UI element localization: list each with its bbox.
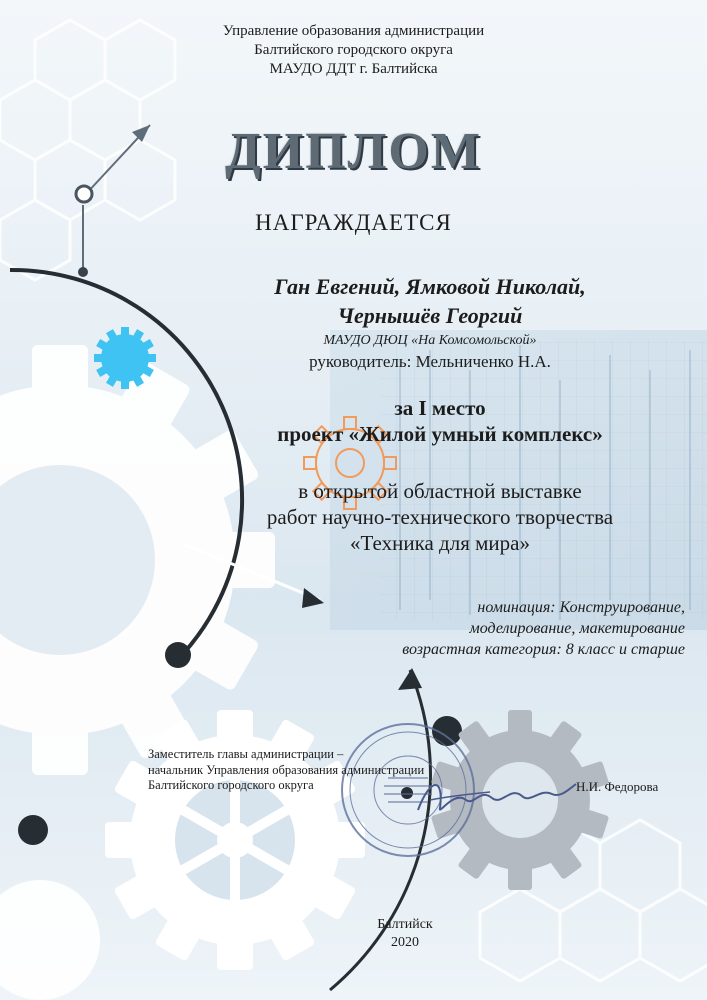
recipient-line: Ган Евгений, Ямковой Николай, — [274, 274, 586, 299]
footer-year: 2020 — [391, 935, 419, 950]
awarded-label: НАГРАЖДАЕТСЯ — [255, 210, 452, 235]
award-place: за I место — [394, 396, 486, 420]
award-project: проект «Жилой умный комплекс» — [277, 422, 603, 446]
signatory-position-line: Заместитель главы администрации – — [148, 747, 344, 761]
recipient-organization: МАУДО ДЮЦ «На Комсомольской» — [323, 333, 537, 348]
nomination-line: номинация: Конструирование, — [477, 599, 685, 616]
age-category-line: возрастная категория: 8 класс и старше — [402, 641, 685, 658]
footer-city: Балтийск — [377, 917, 433, 932]
issuer-line: Управление образования администрации — [222, 23, 485, 39]
issuer-line: Балтийского городского округа — [254, 42, 453, 58]
nomination-block — [245, 597, 685, 660]
issuer-header — [0, 22, 707, 79]
award-block — [170, 395, 707, 447]
signatory-position-line: Балтийского городского округа — [148, 778, 314, 792]
exhibition-line: в открытой областной выставке — [298, 479, 582, 503]
recipient-line: Чернышёв Георгий — [337, 303, 523, 328]
signatory-name: Н.И. Федорова — [576, 779, 659, 794]
recipient-names — [150, 272, 707, 330]
signatory-position — [148, 747, 478, 794]
exhibition-line: «Техника для мира» — [350, 531, 530, 555]
project-leader: руководитель: Мельниченко Н.А. — [309, 352, 551, 371]
nomination-line: моделирование, макетирование — [469, 620, 685, 637]
place-and-date — [330, 916, 480, 952]
issuer-line: МАУДО ДДТ г. Балтийска — [269, 61, 438, 77]
diploma-title: ДИПЛОМ — [225, 123, 482, 180]
exhibition-line: работ научно-технического творчества — [266, 505, 614, 529]
exhibition-block — [170, 478, 707, 556]
signatory-position-line: начальник Управления образования администрации — [148, 762, 425, 777]
